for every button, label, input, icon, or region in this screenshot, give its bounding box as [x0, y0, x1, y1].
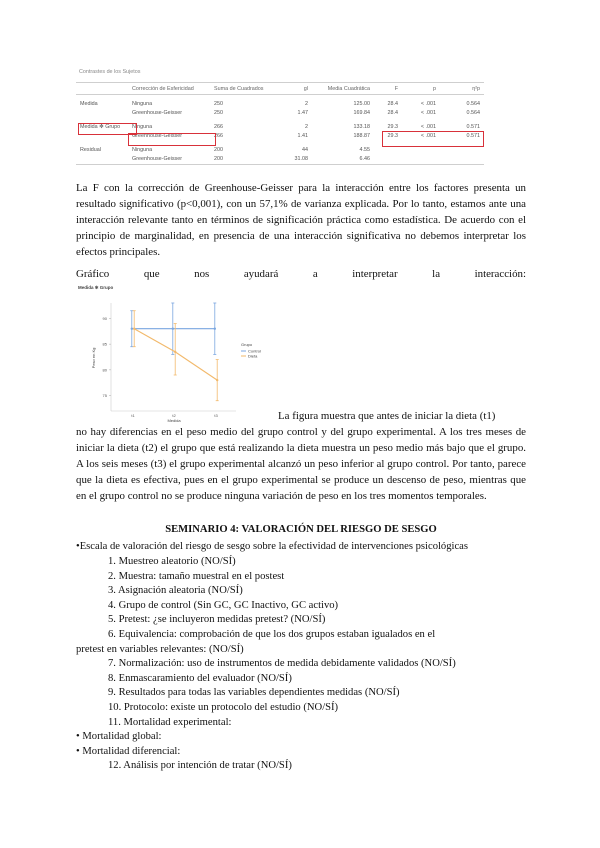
list-item: 1. Muestreo aleatorio (NO/SÍ) — [108, 556, 236, 567]
list-item: 5. Pretest: ¿se incluyeron medidas pretest? (NO/SÍ) — [108, 614, 326, 626]
table-header-cell: η²p — [440, 83, 484, 95]
table-header-cell: F — [374, 83, 402, 95]
table-cell: 31.08 — [284, 155, 312, 165]
table-cell: 28.4 — [387, 110, 398, 117]
list-item: 6. Equivalencia: comprobación de que los dos grupos estaban igualados en el — [108, 629, 436, 640]
data-point — [216, 379, 218, 381]
list-item: • Mortalidad diferencial: — [76, 745, 181, 757]
table-cell: 4.55 — [359, 146, 370, 153]
x-tick-label: t2 — [172, 413, 176, 418]
table-cell: 1.41 — [297, 133, 308, 140]
table-cell: Residual — [80, 146, 101, 153]
table-caption: Contrastes de los Sujetos — [79, 69, 141, 75]
table-cell: 2 — [305, 100, 308, 107]
table-cell — [76, 109, 128, 119]
table-cell — [440, 155, 484, 165]
data-point — [174, 351, 176, 353]
table-cell: 0.571 — [466, 123, 480, 130]
section-heading: SEMINARIO 4: VALORACIÓN DEL RIESGO DE SESGO — [165, 524, 437, 535]
table-header-cell: Media Cuadrática — [312, 83, 374, 95]
data-point — [131, 328, 133, 330]
table-cell: 125.00 — [353, 100, 370, 107]
paragraph-text: no hay diferencias en el peso medio del grupo control y del grupo experimental. A los tres meses de iniciar la dieta (t2) el grupo que está realizando la dieta muestra un peso medio más bajo que el grupo. A los seis meses (t3) el grupo experimental alcanzó un peso inferior al grupo control. Por tanto, parece que la dieta es efectiva, pues en el grupo experimental se produce un descenso de peso, mientras que en el grupo control no se produce ninguna variación de peso en los tres momentos temporales. — [76, 426, 526, 502]
table-cell: 250 — [214, 100, 223, 107]
table-cell — [76, 155, 128, 165]
table-cell: Ninguna — [132, 146, 153, 153]
data-point — [133, 328, 135, 330]
y-tick-label: 80 — [102, 367, 107, 373]
list-item: 7. Normalización: uso de instrumentos de medida debidamente validados (NO/SÍ) — [108, 658, 456, 670]
table-header-row — [76, 83, 484, 95]
data-point — [172, 328, 174, 330]
list-item: pretest en variables relevantes: (NO/SÍ) — [76, 643, 244, 655]
plot-ylabel: Peso en Kg — [91, 347, 96, 369]
y-tick-label: 90 — [102, 315, 107, 321]
list-item: • Mortalidad global: — [76, 731, 162, 743]
table-cell: Ninguna — [132, 123, 153, 130]
table-header-cell — [76, 83, 128, 95]
anova-table-image — [76, 68, 484, 176]
table-row — [76, 118, 484, 132]
table-header-cell: Suma de Cuadrados — [210, 83, 284, 95]
plot-title: Medida ✻ Grupo — [78, 285, 114, 290]
table-cell: 266 — [214, 133, 223, 140]
list-intro: •Escala de valoración del riesgo de sesgo sobre la efectividad de intervenciones psicológicas — [76, 541, 468, 552]
paragraph-text: La F con la corrección de Greenhouse-Geisser para la interacción entre los factores presenta un resultado significativo (p<0,001), con un 57,1% de varianza explicada. Por lo tanto, estamos ante una interacción relevante tanto en términos de significación práctica como estadística. De acuerdo con el principio de marginalidad, en presencia de una interacción significativa no debemos interpretar los efectos principales. — [76, 182, 526, 258]
table-cell: 169.84 — [353, 110, 370, 117]
list-item: 2. Muestra: tamaño muestral en el postest — [108, 570, 285, 582]
paragraph-interaction — [76, 180, 526, 260]
table-cell: < .001 — [420, 133, 436, 140]
table-cell: 133.18 — [353, 123, 370, 130]
table-cell: Greenhouse-Geisser — [132, 133, 183, 140]
table-header-cell: Corrección de Esfericidad — [128, 83, 210, 95]
paragraph-figure-first-line — [278, 408, 526, 424]
table-cell: Greenhouse-Geisser — [128, 155, 210, 165]
list-item: 3. Asignación aleatoria (NO/SÍ) — [108, 585, 243, 597]
table-cell: < .001 — [420, 110, 436, 117]
list-item: 9. Resultados para todas las variables dependientes medidas (NO/SÍ) — [108, 687, 400, 699]
x-tick-label: t1 — [131, 413, 135, 418]
table-cell: 29.3 — [387, 133, 398, 140]
table-cell: 29.3 — [387, 123, 398, 130]
chart-intro-text: Gráfico que nos ayudará a interpretar la interacción: — [76, 268, 526, 280]
table-cell: 266 — [214, 123, 223, 130]
legend-label-dieta: Dieta — [248, 353, 258, 359]
table-cell: 2 — [305, 123, 308, 130]
data-point — [214, 328, 216, 330]
legend-title: Grupo — [241, 342, 253, 347]
list-item: 12. Análisis por intención de tratar (NO/SÍ) — [108, 760, 292, 772]
table-cell: 44 — [302, 146, 308, 153]
table-cell: 28.4 — [387, 100, 398, 107]
table-cell: Medida — [80, 100, 98, 107]
anova-table — [76, 82, 484, 165]
table-row — [76, 95, 484, 109]
chart-intro-line — [76, 266, 526, 282]
paragraph-text: La figura muestra que antes de iniciar la dieta (t1) — [278, 410, 496, 422]
table-cell: 188.87 — [353, 133, 370, 140]
table-header-cell: p — [402, 83, 440, 95]
table-cell — [374, 155, 402, 165]
table-cell: < .001 — [420, 123, 436, 130]
table-cell: 200 — [210, 155, 284, 165]
legend-label-control: Control — [248, 348, 261, 354]
list-item: 4. Grupo de control (Sin GC, GC Inactivo, GC activo) — [108, 599, 339, 611]
table-cell: 200 — [214, 146, 223, 153]
plot-xlabel: Medida — [167, 418, 181, 423]
highlight-greenhouse-row — [128, 133, 216, 146]
table-cell: 0.571 — [466, 133, 480, 140]
y-tick-label: 85 — [102, 341, 107, 347]
y-tick-label: 75 — [102, 392, 107, 398]
list-item: 10. Protocolo: existe un protocolo del estudio (NO/SÍ) — [108, 702, 339, 713]
table-header-cell: gl — [284, 83, 312, 95]
x-tick-label: t3 — [214, 413, 218, 418]
table-cell: 1.47 — [297, 110, 308, 117]
series-line-dieta — [134, 329, 217, 380]
table-cell — [402, 155, 440, 165]
list-item: 8. Enmascaramiento del evaluador (NO/SÍ) — [108, 672, 292, 684]
table-cell: 0.564 — [466, 110, 480, 117]
table-row — [76, 109, 484, 119]
table-cell: Medida ✻ Grupo — [80, 123, 121, 130]
interaction-plot — [76, 283, 276, 423]
table-cell: 6.46 — [312, 155, 374, 165]
table-row — [76, 155, 484, 165]
list-item: 11. Mortalidad experimental: — [108, 716, 232, 728]
paragraph-figure — [76, 424, 526, 504]
highlight-f-p-eta — [382, 131, 484, 147]
table-cell: 250 — [214, 110, 223, 117]
table-cell: < .001 — [420, 100, 436, 107]
table-cell: Ninguna — [132, 100, 153, 107]
table-cell: 0.564 — [466, 100, 480, 107]
table-cell: Greenhouse-Geisser — [132, 110, 183, 117]
